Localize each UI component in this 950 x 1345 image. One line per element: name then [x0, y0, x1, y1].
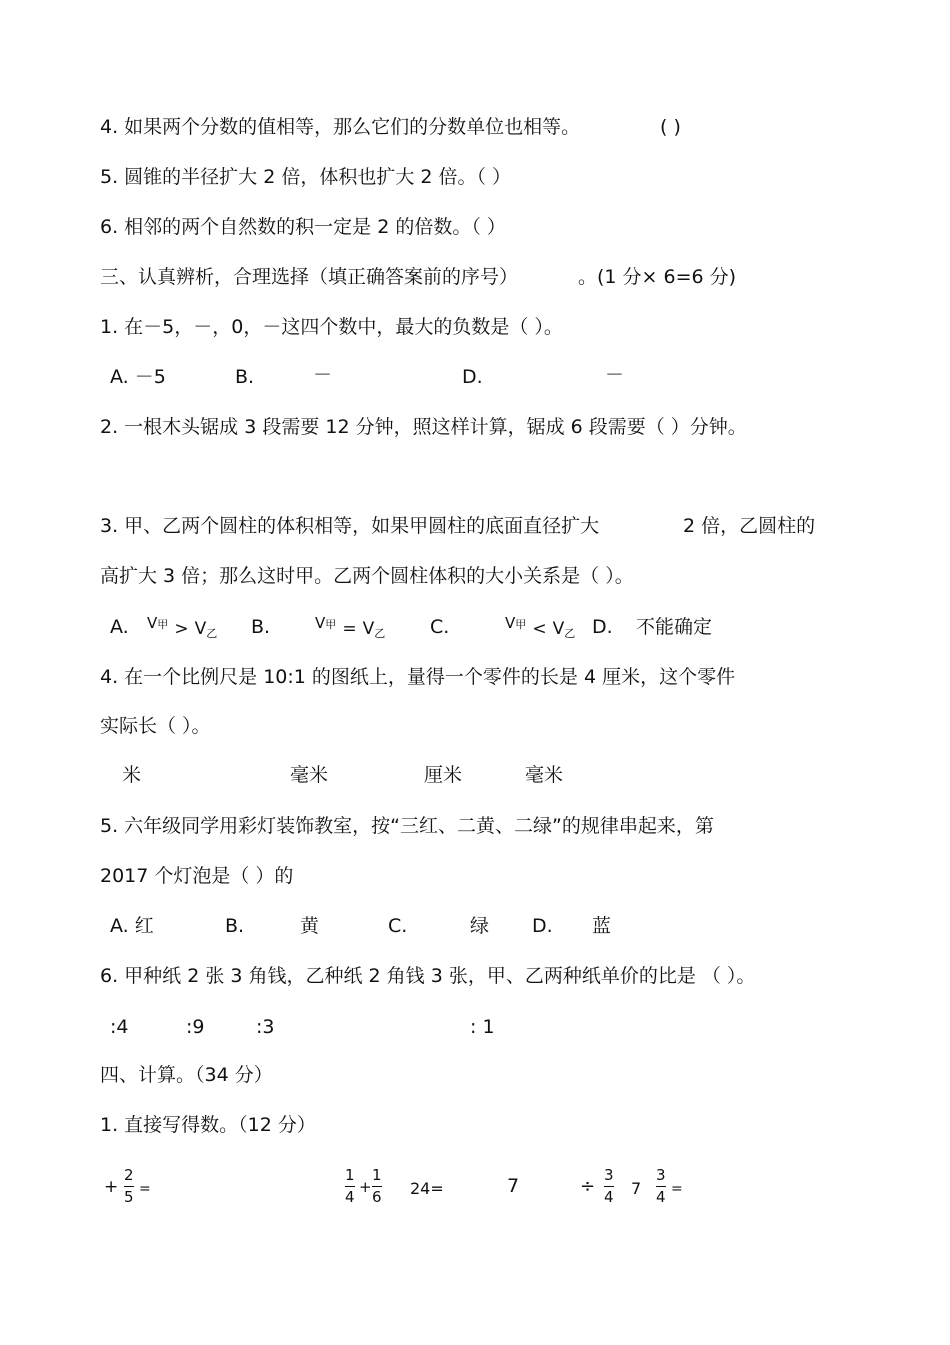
calc-item-7b: 7: [631, 1179, 642, 1198]
subscript-yi: 乙: [564, 627, 576, 640]
numerator: 3: [604, 1166, 614, 1184]
calc-item-24: 24=: [410, 1179, 444, 1198]
volume-symbol: V: [315, 614, 326, 632]
fraction-3-4: [604, 1168, 614, 1205]
q1-option-d-label: D.: [462, 366, 483, 388]
denominator: 4: [656, 1188, 666, 1206]
choice-question-4-line2: 实际长（ ）。: [100, 715, 211, 737]
denominator: 4: [345, 1188, 355, 1206]
numerator: 1: [372, 1166, 382, 1184]
fraction-1-4: [345, 1168, 355, 1205]
q4-option-4: 毫米: [525, 764, 564, 786]
q5-option-b-label: B.: [225, 915, 245, 937]
q5-option-d-label: D.: [532, 915, 553, 937]
choice-question-6: 6. 甲种纸 2 张 3 角钱，乙种纸 2 角钱 3 张，甲、乙两种纸单价的比是 （ ）。: [100, 965, 756, 987]
fraction-bar: [372, 1186, 382, 1187]
section-3-title: 三、认真辨析，合理选择（填正确答案前的序号）: [100, 266, 519, 288]
division-sign: ÷: [580, 1176, 596, 1197]
q4-option-3: 厘米: [424, 764, 463, 786]
judge-item-4-answer-paren: ( ): [660, 116, 681, 138]
judge-item-6: 6. 相邻的两个自然数的积一定是 2 的倍数。（ ）: [100, 216, 506, 238]
q3-option-b-formula: [315, 613, 386, 640]
section-3-score: 。(1 分× 6=6 分): [578, 266, 737, 288]
subscript-jia: 甲: [157, 618, 169, 631]
q3-option-a-formula: [147, 613, 218, 640]
subscript-jia: 甲: [325, 618, 337, 631]
q6-option-2: :9: [186, 1016, 205, 1038]
subscript-yi: 乙: [206, 627, 218, 640]
plus-sign: +: [359, 1178, 372, 1196]
numerator: 2: [124, 1166, 134, 1184]
q6-option-3: :3: [256, 1016, 275, 1038]
q5-option-c-label: C.: [388, 915, 408, 937]
judge-item-4: 4. 如果两个分数的值相等，那么它们的分数单位也相等。: [100, 116, 581, 138]
q5-option-d-value: 蓝: [592, 915, 612, 937]
q6-option-4: : 1: [470, 1016, 495, 1038]
denominator: 6: [372, 1188, 382, 1206]
fraction-bar: [604, 1186, 614, 1187]
q4-option-2: 毫米: [290, 764, 329, 786]
volume-symbol: V: [194, 619, 207, 639]
fraction-1-6: [372, 1168, 382, 1205]
subscript-yi: 乙: [374, 627, 386, 640]
choice-question-1: 1. 在－5，－，0，－这四个数中，最大的负数是（ ）。: [100, 316, 563, 338]
fraction-3-4: [656, 1168, 666, 1205]
q5-option-b-value: 黄: [300, 915, 320, 937]
volume-symbol: V: [552, 619, 565, 639]
choice-question-4-line1: 4. 在一个比例尺是 10:1 的图纸上，量得一个零件的长是 4 厘米，这个零件: [100, 666, 736, 688]
less-than-sign: <: [532, 619, 547, 639]
q1-option-b-label: B.: [235, 366, 255, 388]
q1-option-d-value: －: [605, 364, 625, 386]
choice-question-3-line2: 高扩大 3 倍；那么这时甲。乙两个圆柱体积的大小关系是（ ）。: [100, 565, 634, 587]
q1-option-b-value: －: [313, 364, 333, 386]
denominator: 5: [124, 1188, 134, 1206]
choice-question-3-line1-end: 2 倍，乙圆柱的: [683, 515, 816, 537]
numerator: 1: [345, 1166, 355, 1184]
section-4-title: 四、计算。（34 分）: [100, 1064, 273, 1086]
section-4-subsection-1: 1. 直接写得数。（12 分）: [100, 1114, 316, 1136]
fraction-bar: [345, 1186, 355, 1187]
q3-option-d-value: 不能确定: [636, 616, 713, 638]
q4-option-1: 米: [122, 764, 142, 786]
choice-question-5-line1: 5. 六年级同学用彩灯装饰教室，按“三红、二黄、二绿”的规律串起来，第: [100, 815, 714, 837]
denominator: 4: [604, 1188, 614, 1206]
plus-sign: +: [104, 1177, 119, 1197]
calc-item-7: 7: [507, 1175, 520, 1197]
q5-option-c-value: 绿: [470, 915, 490, 937]
q5-option-a: A. 红: [110, 915, 154, 937]
equals-sign: =: [671, 1181, 683, 1197]
q3-option-b-label: B.: [251, 616, 271, 638]
choice-question-3-line1: 3. 甲、乙两个圆柱的体积相等，如果甲圆柱的底面直径扩大: [100, 515, 600, 537]
choice-question-5-line2: 2017 个灯泡是（ ）的: [100, 865, 294, 887]
fraction-2-5: [124, 1168, 134, 1205]
q6-option-1: :4: [110, 1016, 129, 1038]
volume-symbol: V: [505, 614, 516, 632]
equals-sign: =: [342, 619, 357, 639]
q1-option-a: A. －5: [110, 366, 166, 388]
equals-sign: =: [139, 1181, 151, 1197]
greater-than-sign: >: [174, 619, 189, 639]
subscript-jia: 甲: [515, 618, 527, 631]
judge-item-5: 5. 圆锥的半径扩大 2 倍，体积也扩大 2 倍。（ ）: [100, 166, 512, 188]
q3-option-a-label: A.: [110, 616, 129, 638]
fraction-bar: [124, 1186, 134, 1187]
q3-option-c-label: C.: [430, 616, 450, 638]
q3-option-d-label: D.: [592, 616, 613, 638]
volume-symbol: V: [362, 619, 375, 639]
numerator: 3: [656, 1166, 666, 1184]
fraction-bar: [656, 1186, 666, 1187]
volume-symbol: V: [147, 614, 158, 632]
choice-question-2: 2. 一根木头锯成 3 段需要 12 分钟，照这样计算，锯成 6 段需要（ ）分钟。: [100, 416, 747, 438]
q3-option-c-formula: [505, 613, 576, 640]
